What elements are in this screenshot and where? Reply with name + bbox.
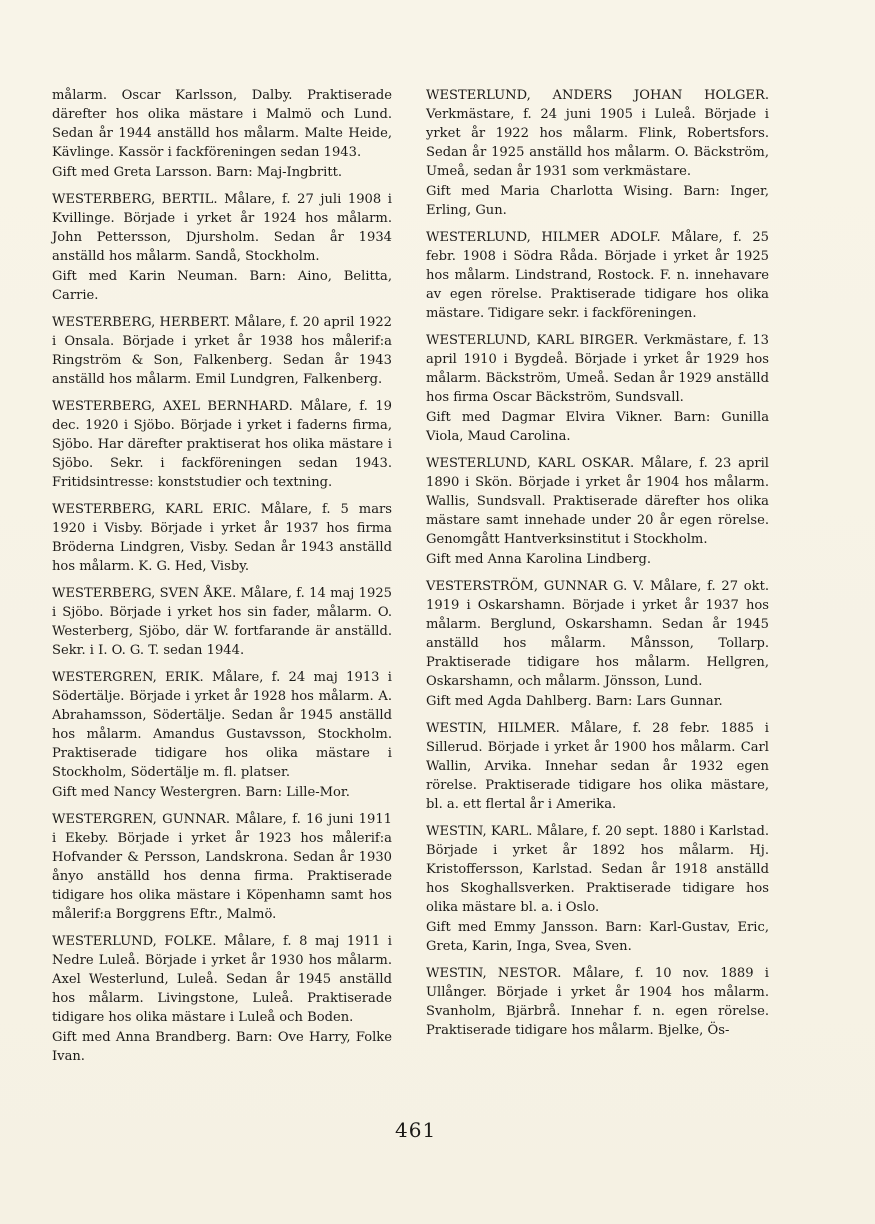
entry-karlsson-continued — [52, 86, 392, 182]
entry-westerberg-herbert — [52, 313, 392, 389]
entry-text: WESTERLUND, HILMER ADOLF. Målare, f. 25 febr. 1908 i Södra Råda. Började i yrket år 1925 hos målarm. Lindstrand, Rostock. F. n. innehavare av egen rörelse. Praktiserade tidigare hos olika mästare. Tidigare sekr. i fackföreningen. — [426, 230, 769, 321]
entry-text: WESTERBERG, SVEN ÅKE. Målare, f. 14 maj 1925 i Sjöbo. Började i yrket hos sin fader, målarm. O. Westerberg, Sjöbo, där W. fortfarande är anställd. Sekr. i I. O. G. T. sedan 1944. — [52, 586, 392, 658]
entry-westerberg-sven-ake — [52, 584, 392, 660]
entry-westerberg-bertil — [52, 190, 392, 305]
entry-text: WESTIN, KARL. Målare, f. 20 sept. 1880 i Karlstad. Började i yrket år 1892 hos målarm. Hj. Kristoffersson, Karlstad. Sedan år 1918 anställd hos Skoghallsverken. Praktiserade tidigare hos olika mästare bl. a. i Oslo. — [426, 824, 769, 915]
entry-married: Gift med Dagmar Elvira Vikner. Barn: Gunilla Viola, Maud Carolina. — [426, 410, 769, 444]
entry-text: WESTERLUND, KARL OSKAR. Målare, f. 23 april 1890 i Skön. Började i yrket år 1904 hos målarm. Wallis, Sundsvall. Praktiserade därefter hos olika mästare samt innehade under 20 år egen rörelse. Genomgått Hantverksinstitut i Stockholm. — [426, 456, 769, 547]
entry-married: Gift med Karin Neuman. Barn: Aino, Belitta, Carrie. — [52, 269, 392, 303]
entry-married: Gift med Maria Charlotta Wising. Barn: Inger, Erling, Gun. — [426, 184, 769, 218]
entry-text: WESTIN, NESTOR. Målare, f. 10 nov. 1889 i Ullånger. Började i yrket år 1904 hos målarm. Svanholm, Bjärbrå. Innehar f. n. egen rörelse. Praktiserade tidigare hos målarm. Bjelke, Ös- — [426, 966, 769, 1038]
entry-text: WESTERGREN, GUNNAR. Målare, f. 16 juni 1911 i Ekeby. Började i yrket år 1923 hos målerif:a Hofvander & Persson, Landskrona. Sedan år 1930 ånyo anställd hos denna firma. Praktiserade tidigare hos olika mästare i Köpenhamn samt hos målerif:a Borggrens Eftr., Malmö. — [52, 812, 392, 922]
entry-text: WESTIN, HILMER. Målare, f. 28 febr. 1885 i Sillerud. Började i yrket år 1900 hos målarm. Carl Wallin, Arvika. Innehar sedan år 1932 egen rörelse. Praktiserade tidigare hos olika mästare, bl. a. ett flertal år i Amerika. — [426, 721, 769, 812]
entry-married: Gift med Greta Larsson. Barn: Maj-Ingbritt. — [52, 165, 343, 180]
entry-westerlund-karl-birger — [426, 331, 769, 446]
entry-text: WESTERGREN, ERIK. Målare, f. 24 maj 1913 i Södertälje. Började i yrket år 1928 hos målarm. A. Abrahamsson, Södertälje. Sedan år 1945 anställd hos målarm. Amandus Gustavsson, Stockholm. Praktiserade tidigare hos olika mästare i Stockholm, Södertälje m. fl. platser. — [52, 670, 392, 780]
left-column — [52, 86, 392, 1074]
entry-married: Gift med Anna Karolina Lindberg. — [426, 552, 652, 567]
entry-text: WESTERBERG, AXEL BERNHARD. Målare, f. 19 dec. 1920 i Sjöbo. Började i yrket i faderns firma, Sjöbo. Har därefter praktiserat hos olika mästare i Sjöbo. Sekr. i fackföreningen sedan 1943. Fritidsintresse: konststudier och textning. — [52, 399, 392, 490]
entry-westerlund-hilmer-adolf — [426, 228, 769, 323]
entry-westerberg-karl-eric — [52, 500, 392, 576]
entry-text: WESTERLUND, FOLKE. Målare, f. 8 maj 1911 i Nedre Luleå. Började i yrket år 1930 hos målarm. Axel Westerlund, Luleå. Sedan år 1945 anställd hos målarm. Livingstone, Luleå. Praktiserade tidigare hos olika mästare i Luleå och Boden. — [52, 934, 392, 1025]
entry-text: WESTERBERG, KARL ERIC. Målare, f. 5 mars 1920 i Visby. Började i yrket år 1937 hos firma Bröderna Lindgren, Visby. Sedan år 1943 anställd hos målarm. K. G. Hed, Visby. — [52, 502, 392, 574]
entry-text: WESTERLUND, KARL BIRGER. Verkmästare, f. 13 april 1910 i Bygdeå. Började i yrket år 1929 hos målarm. Bäckström, Umeå. Sedan år 1929 anställd hos firma Oscar Bäckström, Sundsvall. — [426, 333, 769, 405]
entry-westerlund-anders-johan-holger — [426, 86, 769, 220]
entry-married: Gift med Nancy Westergren. Barn: Lille-Mor. — [52, 785, 350, 800]
entry-text: målarm. Oscar Karlsson, Dalby. Praktiserade därefter hos olika mästare i Malmö och Lund. Sedan år 1944 anställd hos målarm. Malte Heide, Kävlinge. Kassör i fackföreningen sedan 1943. — [52, 88, 392, 160]
entry-westerberg-axel-bernhard — [52, 397, 392, 492]
entry-westergren-erik — [52, 668, 392, 802]
entry-westin-hilmer — [426, 719, 769, 814]
entry-married: Gift med Emmy Jansson. Barn: Karl-Gustav, Eric, Greta, Karin, Inga, Svea, Sven. — [426, 920, 769, 954]
entry-text: VESTERSTRÖM, GUNNAR G. V. Målare, f. 27 okt. 1919 i Oskarshamn. Började i yrket år 1937 hos målarm. Berglund, Oskarshamn. Sedan år 1945 anställd hos målarm. Månsson, Tollarp. Praktiserade tidigare hos målarm. Hellgren, Oskarshamn, och målarm. Jönsson, Lund. — [426, 579, 769, 689]
entry-text: WESTERBERG, BERTIL. Målare, f. 27 juli 1908 i Kvillinge. Började i yrket år 1924 hos målarm. John Pettersson, Djursholm. Sedan år 1934 anställd hos målarm. Sandå, Stockholm. — [52, 192, 392, 264]
entry-westin-nestor — [426, 964, 769, 1040]
page-number: 461 — [395, 1118, 437, 1142]
entry-vesterstrom-gunnar — [426, 577, 769, 711]
entry-westerlund-folke — [52, 932, 392, 1066]
entry-text: WESTERBERG, HERBERT. Målare, f. 20 april 1922 i Onsala. Började i yrket år 1938 hos målerif:a Ringström & Son, Falkenberg. Sedan år 1943 anställd hos målarm. Emil Lundgren, Falkenberg. — [52, 315, 392, 387]
entry-westin-karl — [426, 822, 769, 956]
right-column — [426, 86, 769, 1048]
entry-westerlund-karl-oskar — [426, 454, 769, 569]
entry-westergren-gunnar — [52, 810, 392, 924]
entry-text: WESTERLUND, ANDERS JOHAN HOLGER. Verkmästare, f. 24 juni 1905 i Luleå. Började i yrket år 1922 hos målarm. Flink, Robertsfors. Sedan år 1925 anställd hos målarm. O. Bäckström, Umeå, sedan år 1931 som verkmästare. — [426, 88, 769, 179]
entry-married: Gift med Agda Dahlberg. Barn: Lars Gunnar. — [426, 694, 723, 709]
entry-married: Gift med Anna Brandberg. Barn: Ove Harry, Folke Ivan. — [52, 1030, 392, 1064]
